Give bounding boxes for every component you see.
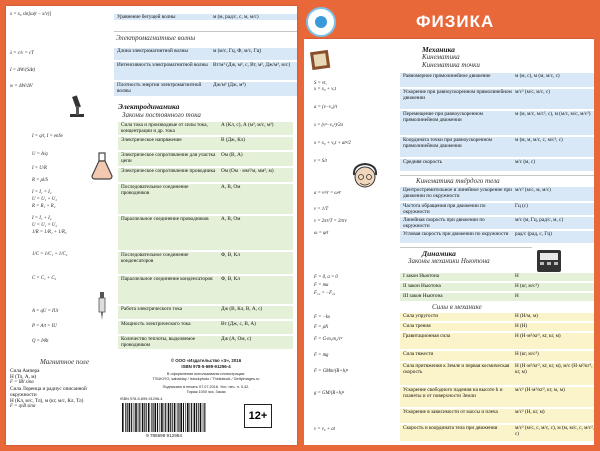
barcode-bar: [161, 403, 163, 432]
formula-current: I = q/t, I = enSv: [32, 134, 63, 139]
microscope-icon: [66, 94, 88, 120]
formula-s: S = vt,: [314, 81, 327, 86]
sub-magnetic: Магнитное поле: [40, 358, 89, 366]
formula-ohm: I = U/R: [32, 166, 47, 171]
formula-heat: Q = I²Rt: [32, 339, 49, 344]
barcode-bar: [194, 403, 196, 432]
barcode: [120, 403, 208, 433]
formula-friction: F = μN: [314, 325, 329, 330]
barcode-bar: [139, 403, 140, 432]
row-force-gravity: Гравитационная сила Н (Н·м²/кг², кг, кг, м): [400, 333, 594, 349]
barcode-bar: [134, 403, 135, 432]
formula-parallel-r: 1/R = 1/R₁ + 1/R₂: [32, 230, 67, 235]
row-force-earth: Сила притяжения к Земле и первая космическая скорость Н (Н·м²/кг², кг, кг, м), м/с (Н·м²/кг², кг, м): [400, 363, 594, 385]
right-content: [304, 39, 594, 445]
scientist-icon: [350, 161, 380, 195]
formula-s2: s = (v²−v₀²)/2a: [314, 123, 343, 128]
formula-energy-density: w = ΔW/ΔV: [10, 84, 33, 89]
barcode-bar: [148, 403, 150, 432]
age-rating-badge: 12+: [244, 404, 272, 428]
formula-a: a = (v−v₀)/t: [314, 105, 338, 110]
row-dc-heat: Количество теплоты, выделяемое проводником Дж (А, Ом, с): [118, 336, 293, 349]
magnetic-block: Сила Ампера Н (Тл, А, м) F = IBl sinα Сила Лоренца и радиус описанной окружности Н (Кл, м/с, Тл), м (кг, м/с, Кл, Тл) F = qvB sinα: [10, 368, 87, 409]
sub-forces: Силы в механике: [432, 303, 482, 311]
barcode-bar: [146, 403, 147, 432]
imprint-copyright: © ООО «Издательство «Э», 2016: [170, 358, 242, 363]
row-dc-voltage: Электрическое напряжение В (Дж, Кл): [118, 137, 293, 150]
formula-newton3: F₁₂ = −F₂₁: [314, 291, 336, 296]
formula-elastic: F = −kx: [314, 315, 331, 320]
row-force-accel-mass: Ускорение в зависимости от массы и плеча м/с² (Н, кг, м): [400, 409, 594, 423]
formula-wave: x = x₀ sin[ω(t − x/v)]: [10, 12, 52, 17]
book-icon: [308, 47, 334, 73]
formula-linear-v: v = 2πr/T = 2πrν: [314, 219, 347, 224]
row-kin-avg: Средняя скорость м/с (м, с): [400, 159, 594, 171]
barcode-bar: [144, 403, 145, 432]
row-force-weight: Сила тяжести Н (кг, м/с²): [400, 351, 594, 361]
sub-dynamics: Динамика: [422, 249, 456, 258]
barcode-bar: [200, 403, 202, 432]
formula-earth: F = GMm/(R+h)²: [314, 369, 349, 374]
row-kin-coord: Координата точки при равноускоренном прямолинейном движении м (м, м, м/с, с, м/с², с): [400, 137, 594, 157]
formula-newton2: F = ma: [314, 283, 329, 288]
barcode-bar: [170, 403, 171, 432]
row-dc-series-cap: Последовательное соединение конденсаторов Ф, В, Кл: [118, 252, 293, 274]
publisher-badge-icon: [306, 7, 336, 37]
sub-kinematics-point: Кинематика точки: [422, 61, 480, 69]
formula-velocity: v = v₀ + at: [314, 427, 335, 432]
section-mechanics: Механика: [422, 45, 455, 54]
barcode-bar: [122, 403, 124, 432]
flask-icon: [90, 152, 114, 180]
row-dc-r-conductor: Электрическое сопротивление проводника Ом (Ом · мм²/м, мм², м): [118, 168, 293, 182]
section-electro: Электродинамика: [118, 102, 180, 111]
barcode-bar: [187, 403, 189, 432]
barcode-bar: [153, 403, 154, 432]
sub-kinematics-rigid: Кинематика твёрдого тела: [416, 177, 500, 185]
barcode-bar: [191, 403, 192, 432]
row-kin-accel: Ускорение при равноускоренном прямолинейном движении м/с² (м/с, м/с, с): [400, 89, 594, 109]
barcode-bar: [204, 403, 205, 432]
row-em-length: Длина электромагнитной волны м (м/с, Гц, Ф, м/с, Гц): [114, 48, 297, 60]
imprint-edition: Тираж 1000 экз. Заказ: [186, 390, 226, 394]
formula-gravity: F = G·m₁m₂/r²: [314, 337, 343, 342]
imprint-sources: TSUKIYO, sabaiday / Istockphoto / Thinkstock / Gettyimages.ru: [152, 377, 260, 381]
formula-series-i: I = I₁ = I₂: [32, 190, 52, 195]
barcode-bar: [203, 403, 204, 432]
formula-v: v = S/t: [314, 159, 327, 164]
barcode-bar: [185, 403, 186, 432]
sub-dc: Законы постоянного тока: [122, 111, 201, 119]
sub-em-waves: Электромагнитные волны: [116, 34, 196, 42]
barcode-bar: [172, 403, 173, 432]
row-kin-displacement: Перемещение при равноускоренном прямолинейном движении м (м, м/с, м/с², с), м (м/с, м/с, м/с²): [400, 111, 594, 135]
barcode-digits: 9 785699 912964: [146, 433, 182, 438]
barcode-bar: [177, 403, 178, 432]
row-em-energy: Плотность энергии электромагнитной волны Дж/м³ (Дж, м³): [114, 82, 297, 96]
formula-x: x = x₀ + vₓt: [314, 87, 337, 92]
barcode-bar: [190, 403, 191, 432]
formula-series-u: U = U₁ + U₂: [32, 197, 57, 202]
formula-series-c: 1/C = 1/C₁ + 1/C₂: [32, 252, 68, 257]
row-dc-power: Мощность электрического тока Вт (Дж, с, В, А): [118, 321, 293, 334]
barcode-bar: [155, 403, 157, 432]
barcode-bar: [165, 403, 166, 432]
barcode-bar: [125, 403, 126, 432]
imprint-isbn-small: ISBN 978-5-699-91296-4: [120, 397, 163, 401]
imprint-illustrations: В оформлении использованы иллюстрации:: [166, 372, 246, 376]
barcode-bar: [135, 403, 137, 432]
barcode-bar: [178, 403, 179, 432]
row-wave: Уравнение бегущей волны м (м, рад/с, с, м, м/с): [114, 14, 297, 20]
sub-kinematics: Кинематика: [422, 53, 460, 61]
formula-lambda: λ = c/ν = cT: [10, 51, 34, 56]
formula-intensity: I = ΔW/(SΔt): [10, 68, 36, 73]
barcode-bar: [157, 403, 158, 432]
formula-parallel-c: C = C₁ + C₂: [32, 276, 57, 281]
barcode-bar: [196, 403, 197, 432]
row-rigid-centripetal: Центростремительное и линейное ускорение при движении по окружности м/с² (м/с, м, м/с): [400, 187, 594, 201]
formula-parallel-i: I = I₁ + I₂: [32, 216, 52, 221]
row-dc-current: Сила тока и производные от силы тока, концентрации и др. тока А (Кл, с), А (м³, м/с, м²): [118, 122, 293, 135]
formula-parallel-u: U = U₁ = U₂: [32, 223, 57, 228]
barcode-bar: [151, 403, 152, 432]
left-page: [6, 6, 297, 445]
barcode-bar: [174, 403, 176, 432]
barcode-bar: [131, 403, 132, 432]
barcode-bar: [168, 403, 170, 432]
formula-omega: ω = φ/t: [314, 231, 329, 236]
row-dc-parallel-cap: Параллельное соединение конденсаторов Ф, В, Кл: [118, 276, 293, 304]
barcode-bar: [198, 403, 199, 432]
row-em-intensity: Интенсивность электромагнитной волны Вт/м² (Дж, м², с, Вт, м², Дж/м³, м/с): [114, 62, 297, 80]
row-rigid-linear: Линейная скорость при движении по окружности м/с (м, Гц, рад/с, м, с): [400, 217, 594, 229]
row-dc-series: Последовательное соединение проводников А, В, Ом: [118, 184, 293, 214]
row-newton3: III закон Ньютона Н: [400, 293, 594, 301]
row-dc-r-section: Электрическое сопротивление для участка цепи Ом (В, А): [118, 152, 293, 166]
formula-freq: ν = 1/T: [314, 207, 329, 212]
barcode-bar: [129, 403, 131, 432]
formula-resistance: R = ρl/S: [32, 178, 48, 183]
row-dc-work: Работа электрического тока Дж (В, Кл, В, А, с): [118, 306, 293, 319]
right-page: [304, 6, 594, 445]
formula-series-r: R = R₁ + R₂: [32, 204, 56, 209]
barcode-bar: [160, 403, 161, 432]
row-newton1: I закон Ньютона Н: [400, 273, 594, 281]
formula-voltage: U = A/q: [32, 152, 48, 157]
row-force-friction: Сила трения Н (Н): [400, 323, 594, 331]
pipette-icon: [92, 291, 112, 321]
row-kin-uniform: Равномерное прямолинейное движение м (м, с), м (м, м/с, с): [400, 73, 594, 87]
row-dc-parallel: Параллельное соединение проводников А, В, Ом: [118, 216, 293, 250]
row-force-velocity: Скорость и координата тела при движении м/с² (м/с, с, м/с, с), м (м, м/с, с, м/с², с): [400, 425, 594, 441]
formula-centripetal: a = v²/r = ω²r: [314, 191, 342, 196]
barcode-bar: [127, 403, 128, 432]
barcode-bar: [164, 403, 165, 432]
barcode-bar: [183, 403, 184, 432]
row-force-g-height: Ускорение свободного падения на высоте h и планеты и от поверхности Земли м/с² (Н·м²/кг², кг, м, м): [400, 387, 594, 407]
barcode-bar: [180, 403, 182, 432]
barcode-bar: [138, 403, 139, 432]
formula-work: A = qU = IUt: [32, 309, 59, 314]
barcode-bar: [142, 403, 144, 432]
row-force-elastic: Сила упругости Н (Н/м, м): [400, 313, 594, 321]
row-rigid-angular: Угловая скорость при движении по окружности рад/с (рад, с, Гц): [400, 231, 594, 243]
row-newton2: II закон Ньютона Н (кг, м/с²): [400, 283, 594, 291]
formula-x2: x = x₀ + v₀t + at²/2: [314, 141, 351, 146]
page-title: ФИЗИКА: [416, 12, 495, 31]
imprint-isbn: ISBN 978-5-699-91296-4: [181, 364, 231, 369]
sub-newton: Законы механики Ньютона: [408, 257, 490, 265]
formula-power: P = A/t = IU: [32, 324, 57, 329]
formula-weight: F = mg: [314, 353, 329, 358]
formula-newton1: F = 0, a = 0: [314, 275, 338, 280]
imprint-print: Подписано в печать 07.07.2016. Усл. печ. л. 0,42.: [162, 385, 250, 389]
calculator-icon: [536, 249, 562, 273]
row-rigid-freq: Частота обращения при движении по окружности Гц (с): [400, 203, 594, 215]
formula-g: g = GM/(R+h)²: [314, 391, 345, 396]
